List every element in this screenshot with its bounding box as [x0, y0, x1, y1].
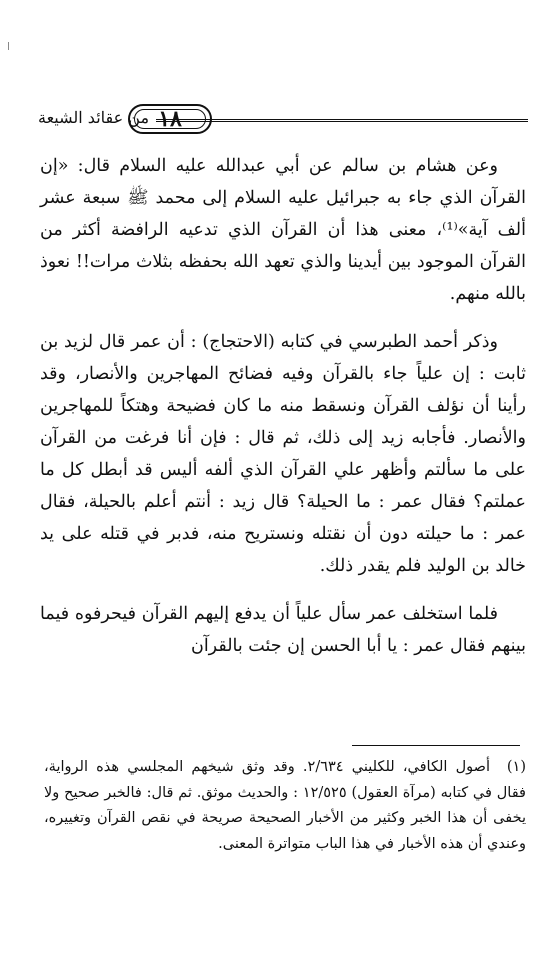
footnote-text: أصول الكافي، للكليني ٢/٦٣٤. وقد وثق شيخهم المجلسي هذه الرواية، فقال في كتابه (مرآة العقول) ١٢/٥٢٥ : والحديث موثق. ثم قال: فالخبر صحيح ولا يخفى أن هذا الخبر وكثير من الأخبار الصحيحة صريحة في نقص القرآن وتغييره، وعندي أن هذه الأخبار في هذا الباب متواترة المعنى. — [44, 759, 526, 852]
page-header — [38, 100, 528, 140]
paragraph: فلما استخلف عمر سأل علياً أن يدفع إليهم القرآن فيحرفوه فيما بينهم فقال عمر : يا أبا الحسن إن جئت بالقرآن — [40, 604, 526, 656]
footnotes — [44, 755, 526, 857]
header-rule-left — [156, 119, 486, 122]
main-text — [40, 150, 526, 662]
footnote — [44, 755, 526, 857]
margin-mark — [8, 42, 9, 50]
running-title: من عقائد الشيعة — [38, 108, 150, 127]
footnote-separator — [352, 745, 520, 746]
paragraph: وعن هشام بن سالم عن أبي عبدالله عليه السلام قال: «إن القرآن الذي جاء به جبرائيل عليه السلام إلى محمد ﷺ سبعة عشر ألف آية»⁽¹⁾، معنى هذا أن القرآن الذي تدعيه الرافضة أكثر من القرآن الموجود بين أيدينا والذي تعهد الله بحفظه بثلاث مرات!! نعوذ بالله منهم. — [40, 156, 526, 304]
footnote-marker: (١) — [506, 759, 526, 775]
paragraph: وذكر أحمد الطبرسي في كتابه (الاحتجاج) : أن عمر قال لزيد بن ثابت : إن علياً جاء بالقرآن وفيه فضائح المهاجرين والأنصار، وقد رأينا أن نؤلف القرآن ونسقط منه ما كان فضيحة وهتكاً للمهاجرين والأنصار. فأجابه زيد إلى ذلك، ثم قال : فإن أنا فرغت من القرآن على ما سألتم وأظهر علي القرآن الذي ألفه أليس قد أبطل كل ما عملتم؟ فقال عمر : ما الحيلة؟ قال زيد : أنتم أعلم بالحيلة، فقال عمر : ما حيلته دون أن نقتله ونستريح منه، فدبر في قتله على يد خالد بن الوليد فلم يقدر ذلك. — [40, 332, 526, 576]
page-number: ١٨ — [158, 106, 182, 132]
